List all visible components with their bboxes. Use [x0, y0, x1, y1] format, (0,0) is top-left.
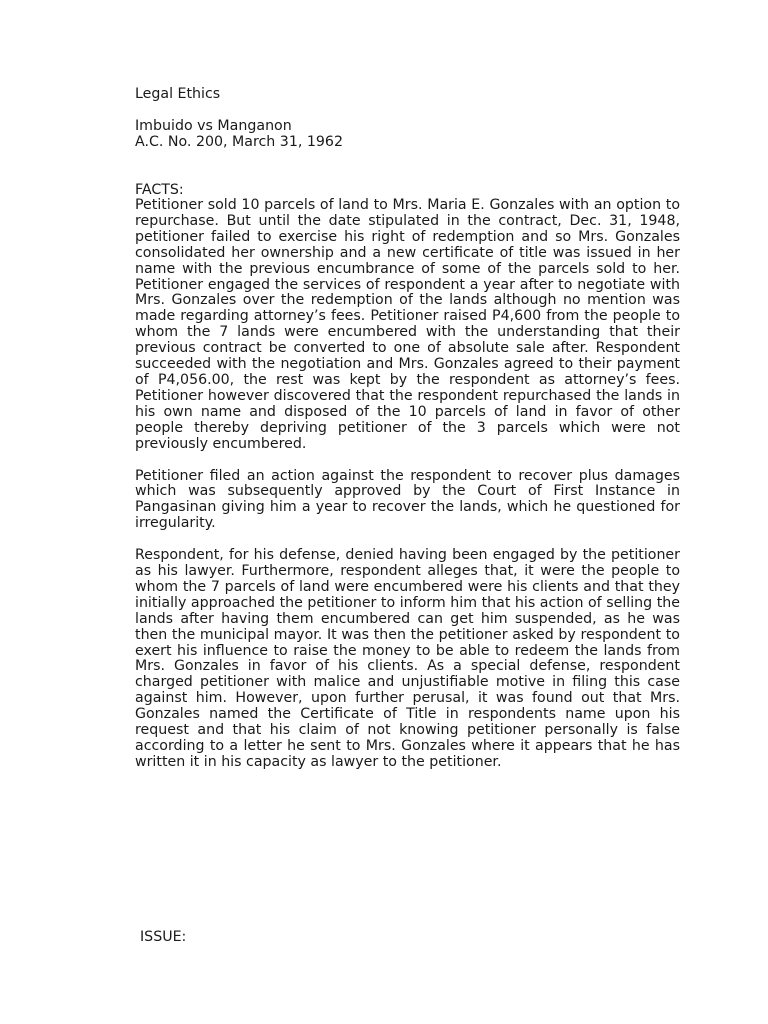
- document-subject: Legal Ethics: [135, 86, 221, 102]
- document-page: [135, 86, 680, 771]
- spacer: [135, 102, 680, 118]
- facts-heading: FACTS:: [135, 182, 184, 198]
- facts-paragraph-1: Petitioner sold 10 parcels of land to Mrs. Maria E. Gonzales with an option to repurchase. But until the date stipulated in the contract, Dec. 31, 1948, petitioner failed to exercise his right of redemption and so Mrs. Gonzales consolidated her ownership and a new certificate of title was issued in her name with the previous encumbrance of some of the parcels sold to her. Petitioner engaged the services of respondent a year after to negotiate with Mrs. Gonzales over the redemption of the lands although no mention was made regarding attorney’s fees. Petitioner raised P4,600 from the people to whom the 7 lands were encumbered with the understanding that their previous contract be converted to one of absolute sale after. Respondent succeeded with the negotiation and Mrs. Gonzales agreed to their payment of P4,056.00, the rest was kept by the respondent as attorney’s fees. Petitioner however discovered that the respondent repurchased the lands in his own name and disposed of the 10 parcels of land in favor of other people thereby depriving petitioner of the 3 parcels which were not previously encumbered.: [135, 197, 680, 452]
- case-citation: A.C. No. 200, March 31, 1962: [135, 134, 343, 150]
- case-title: Imbuido vs Manganon: [135, 118, 292, 134]
- facts-paragraph-2: Petitioner filed an action against the respondent to recover plus damages which was subsequently approved by the Court of First Instance in Pangasinan giving him a year to recover the lands, which he questioned for irregularity.: [135, 467, 680, 532]
- spacer: [135, 150, 680, 182]
- spacer: [135, 453, 680, 469]
- spacer: [135, 532, 680, 548]
- facts-paragraph-3: Respondent, for his defense, denied having been engaged by the petitioner as his lawyer. Furthermore, respondent alleges that, it were the people to whom the 7 parcels of land were encumbered were his clients and that they initially approached the petitioner to inform him that his action of selling the lands after having them encumbered can get him suspended, as he was then the municipal mayor. It was then the petitioner asked by respondent to exert his influence to raise the money to be able to redeem the lands from Mrs. Gonzales in favor of his clients. As a special defense, respondent charged petitioner with malice and unjustifiable motive in filing this case against him. However, upon further perusal, it was found out that Mrs. Gonzales named the Certificate of Title in respondents name upon his request and that his claim of not knowing petitioner personally is false according to a letter he sent to Mrs. Gonzales where it appears that he has written it in his capacity as lawyer to the petitioner.: [135, 547, 680, 770]
- issue-heading: ISSUE:: [140, 929, 187, 945]
